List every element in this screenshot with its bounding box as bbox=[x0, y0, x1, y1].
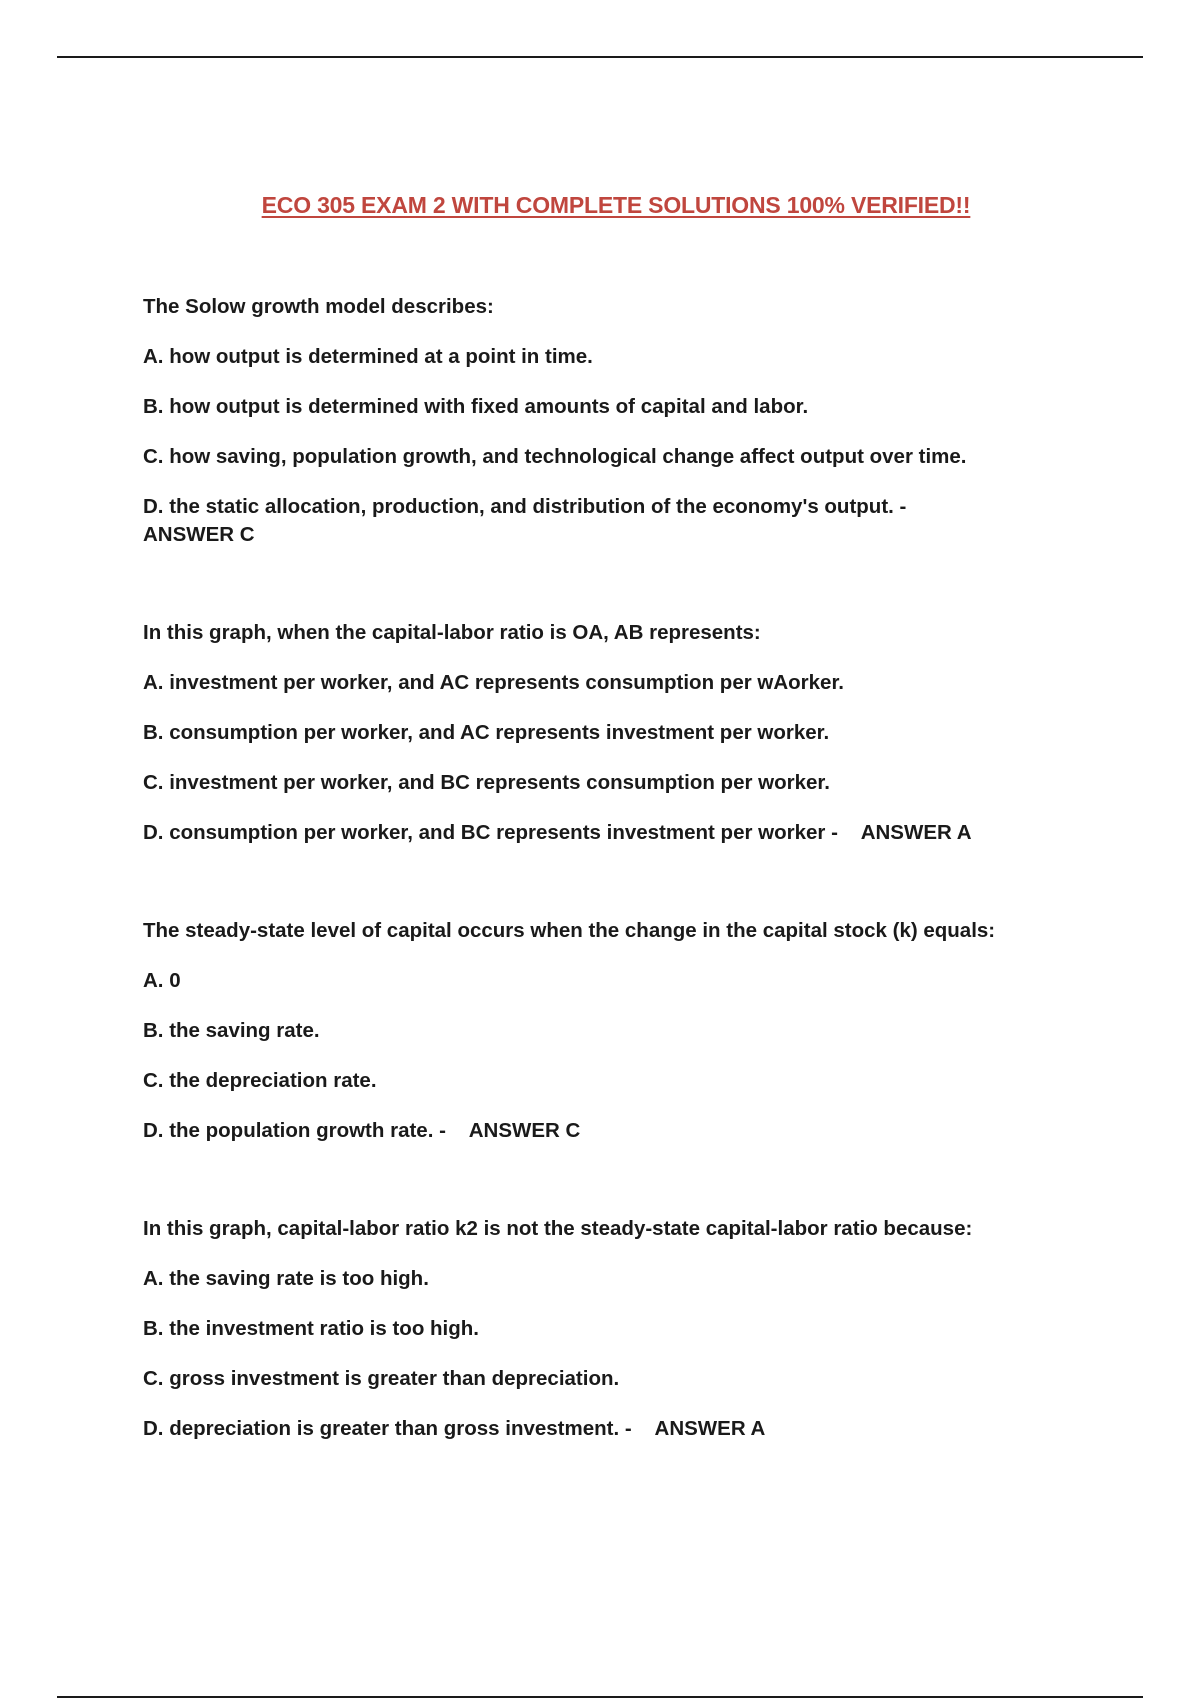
question-text: In this graph, capital-labor ratio k2 is not the steady-state capital-labor ratio because: bbox=[143, 1217, 973, 1240]
question-3 bbox=[143, 917, 1103, 1145]
answer-label: ANSWER A bbox=[860, 821, 972, 844]
question-list bbox=[143, 293, 1103, 1513]
question-text: In this graph, when the capital-labor ratio is OA, AB represents: bbox=[143, 621, 761, 644]
option-a: A. investment per worker, and AC represents consumption per wAorker. bbox=[143, 671, 844, 694]
option-d bbox=[143, 819, 1103, 847]
question-text: The Solow growth model describes: bbox=[143, 295, 494, 318]
question-2 bbox=[143, 619, 1103, 847]
option-c: C. investment per worker, and BC represents consumption per worker. bbox=[143, 771, 830, 794]
question-4 bbox=[143, 1215, 1103, 1443]
question-1 bbox=[143, 293, 1103, 549]
option-d bbox=[143, 493, 1103, 549]
question-text: The steady-state level of capital occurs when the change in the capital stock (k) equals: bbox=[143, 919, 996, 942]
option-d-text: D. the population growth rate. - bbox=[143, 1119, 446, 1142]
option-a: A. the saving rate is too high. bbox=[143, 1267, 429, 1290]
document-title: ECO 305 EXAM 2 WITH COMPLETE SOLUTIONS 100% VERIFIED!! bbox=[261, 192, 971, 218]
option-a: A. how output is determined at a point in time. bbox=[143, 345, 593, 368]
top-rule bbox=[57, 56, 1143, 58]
option-b: B. consumption per worker, and AC represents investment per worker. bbox=[143, 721, 830, 744]
option-b: B. the investment ratio is too high. bbox=[143, 1317, 479, 1340]
option-d-text: D. consumption per worker, and BC represents investment per worker - bbox=[143, 821, 838, 844]
option-d bbox=[143, 1117, 1103, 1145]
option-b: B. the saving rate. bbox=[143, 1019, 320, 1042]
option-d-text: D. the static allocation, production, and distribution of the economy's output. - bbox=[143, 495, 907, 518]
answer-label: ANSWER C bbox=[468, 1119, 581, 1142]
option-d bbox=[143, 1415, 1103, 1443]
option-c: C. how saving, population growth, and technological change affect output over time. bbox=[143, 445, 967, 468]
answer-label: ANSWER C bbox=[143, 523, 255, 546]
option-d-text: D. depreciation is greater than gross investment. - bbox=[143, 1417, 632, 1440]
option-c: C. gross investment is greater than depreciation. bbox=[143, 1367, 620, 1390]
bottom-rule bbox=[57, 1696, 1143, 1698]
option-a: A. 0 bbox=[143, 969, 181, 992]
option-b: B. how output is determined with fixed amounts of capital and labor. bbox=[143, 395, 809, 418]
answer-label: ANSWER A bbox=[654, 1417, 766, 1440]
option-c: C. the depreciation rate. bbox=[143, 1069, 377, 1092]
